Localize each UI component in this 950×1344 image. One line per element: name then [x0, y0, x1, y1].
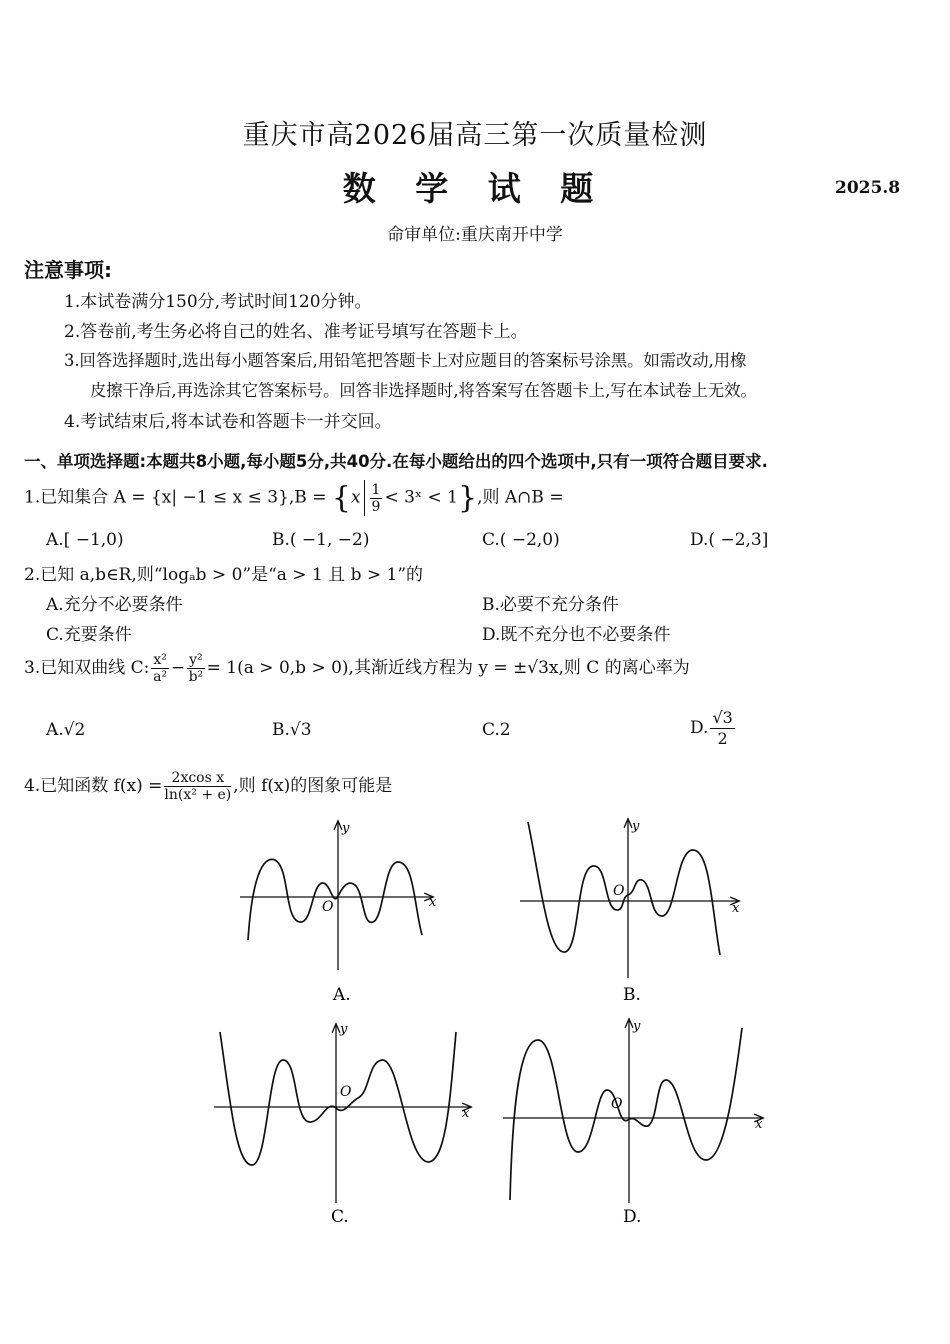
graph-a-y-label: y [342, 821, 350, 836]
q4-frac-den: ln(x² + e) [164, 787, 232, 803]
q3-f2-num: y² [189, 652, 203, 668]
q3-minus: − [170, 658, 186, 678]
graph-d-y-label: y [633, 1019, 641, 1034]
q2-option-a[interactable]: A.充分不必要条件 [46, 595, 183, 615]
graph-a-x-label: x [429, 895, 437, 910]
q3-optd-den: 2 [717, 729, 728, 748]
graph-c-origin: O [340, 1084, 352, 1100]
q3-suffix: = 1(a > 0,b > 0),其渐近线方程为 y = ±√3x,则 C 的离心率为 [206, 658, 690, 678]
graph-a-label: A. [333, 985, 351, 1005]
q3-optd-num: √3 [712, 708, 733, 727]
notice-item: 3.回答选择题时,选出每小题答案后,用铅笔把答题卡上对应题目的答案标号涂黑。如需改动,用橡 [64, 351, 747, 370]
graph-b[interactable] [520, 819, 740, 1005]
question-2-stem: 2.已知 a,b∈R,则“logₐb > 0”是“a > 1 且 b > 1”的 [24, 565, 424, 585]
q3-option-b[interactable]: B.√3 [272, 720, 312, 740]
graph-b-origin: O [613, 883, 625, 899]
q1-set-a: A = {x| −1 ≤ x ≤ 3} [113, 487, 289, 508]
graph-c-label: C. [331, 1207, 349, 1227]
q1-option-d[interactable]: D.( −2,3] [690, 530, 769, 550]
graph-c-curve [220, 1032, 456, 1165]
notice-item: 2.答卷前,考生务必将自己的姓名、准考证号填写在答题卡上。 [64, 322, 528, 342]
notice-item: 4.考试结束后,将本试卷和答题卡一并交回。 [64, 412, 392, 432]
exam-subject: 数 学 试 题 [342, 169, 608, 208]
q3-option-c[interactable]: C.2 [482, 720, 511, 740]
notice-item: 皮擦干净后,再选涂其它答案标号。回答非选择题时,将答案写在答题卡上,写在本试卷上无效。 [90, 381, 757, 400]
q1-set-b-cond: < 3ˣ < 1 [384, 487, 458, 508]
q1-option-c[interactable]: C.( −2,0) [482, 530, 560, 550]
q3-f1-num: x² [153, 652, 167, 668]
graph-d-origin: O [611, 1096, 623, 1112]
q1-set-b-prefix: ,B = [288, 487, 327, 508]
q3-f1-den: a² [153, 669, 168, 685]
q1-frac-num: 1 [371, 481, 381, 498]
graph-c-y-label: y [340, 1022, 348, 1037]
brace-open: { [331, 480, 351, 516]
graph-d-label: D. [623, 1207, 642, 1227]
notice-item: 1.本试卷满分150分,考试时间120分钟。 [64, 292, 372, 312]
graph-d-x-label: x [755, 1117, 763, 1132]
q1-frac-den: 9 [371, 498, 381, 515]
graph-a-origin: O [322, 899, 334, 915]
q2-option-c[interactable]: C.充要条件 [46, 625, 132, 645]
graph-a[interactable] [240, 821, 437, 1005]
question-1-stem: 1.已知集合 A = {x| −1 ≤ x ≤ 3},B = {x $\frac{1}{9}$ < 3ˣ < 1},则 A∩B = [24, 480, 564, 516]
q1-option-a[interactable]: A.[ −1,0) [46, 530, 124, 550]
q2-option-b[interactable]: B.必要不充分条件 [482, 595, 619, 615]
q2-option-d[interactable]: D.既不充分也不必要条件 [482, 625, 671, 645]
q4-frac-num: 2xcos x [164, 770, 231, 787]
graph-b-x-label: x [732, 901, 740, 916]
exam-date: 2025.8 [835, 178, 901, 198]
q3-option-a[interactable]: A.√2 [46, 720, 86, 740]
q3-option-d-prefix: D. [690, 718, 709, 738]
brace-close: } [458, 480, 478, 516]
q4-prefix: 4.已知函数 f(x) = [24, 776, 163, 796]
q4-suffix: ,则 f(x)的图象可能是 [233, 776, 393, 796]
section-heading: 一、单项选择题:本题共8小题,每小题5分,共40分.在每小题给出的四个选项中,只有一项符合题目要求. [24, 452, 768, 471]
q3-prefix: 3.已知双曲线 C: [24, 658, 150, 678]
graph-b-y-label: y [632, 819, 640, 834]
graph-c-x-label: x [462, 1106, 470, 1121]
graph-b-label: B. [623, 985, 641, 1005]
notice-heading: 注意事项: [24, 258, 112, 282]
q1-suffix: ,则 A∩B = [477, 487, 564, 508]
exam-unit: 命审单位:重庆南开中学 [387, 225, 563, 245]
graph-d[interactable] [503, 1019, 763, 1227]
graph-a-curve [248, 859, 422, 940]
graph-d-curve [510, 1028, 742, 1200]
q1-prefix: 1.已知集合 [24, 487, 109, 508]
exam-title: 重庆市高2026届高三第一次质量检测 [242, 120, 708, 151]
graph-c[interactable] [214, 1022, 470, 1227]
q1-option-b[interactable]: B.( −1, −2) [272, 530, 370, 550]
q3-f2-den: b² [188, 669, 204, 685]
